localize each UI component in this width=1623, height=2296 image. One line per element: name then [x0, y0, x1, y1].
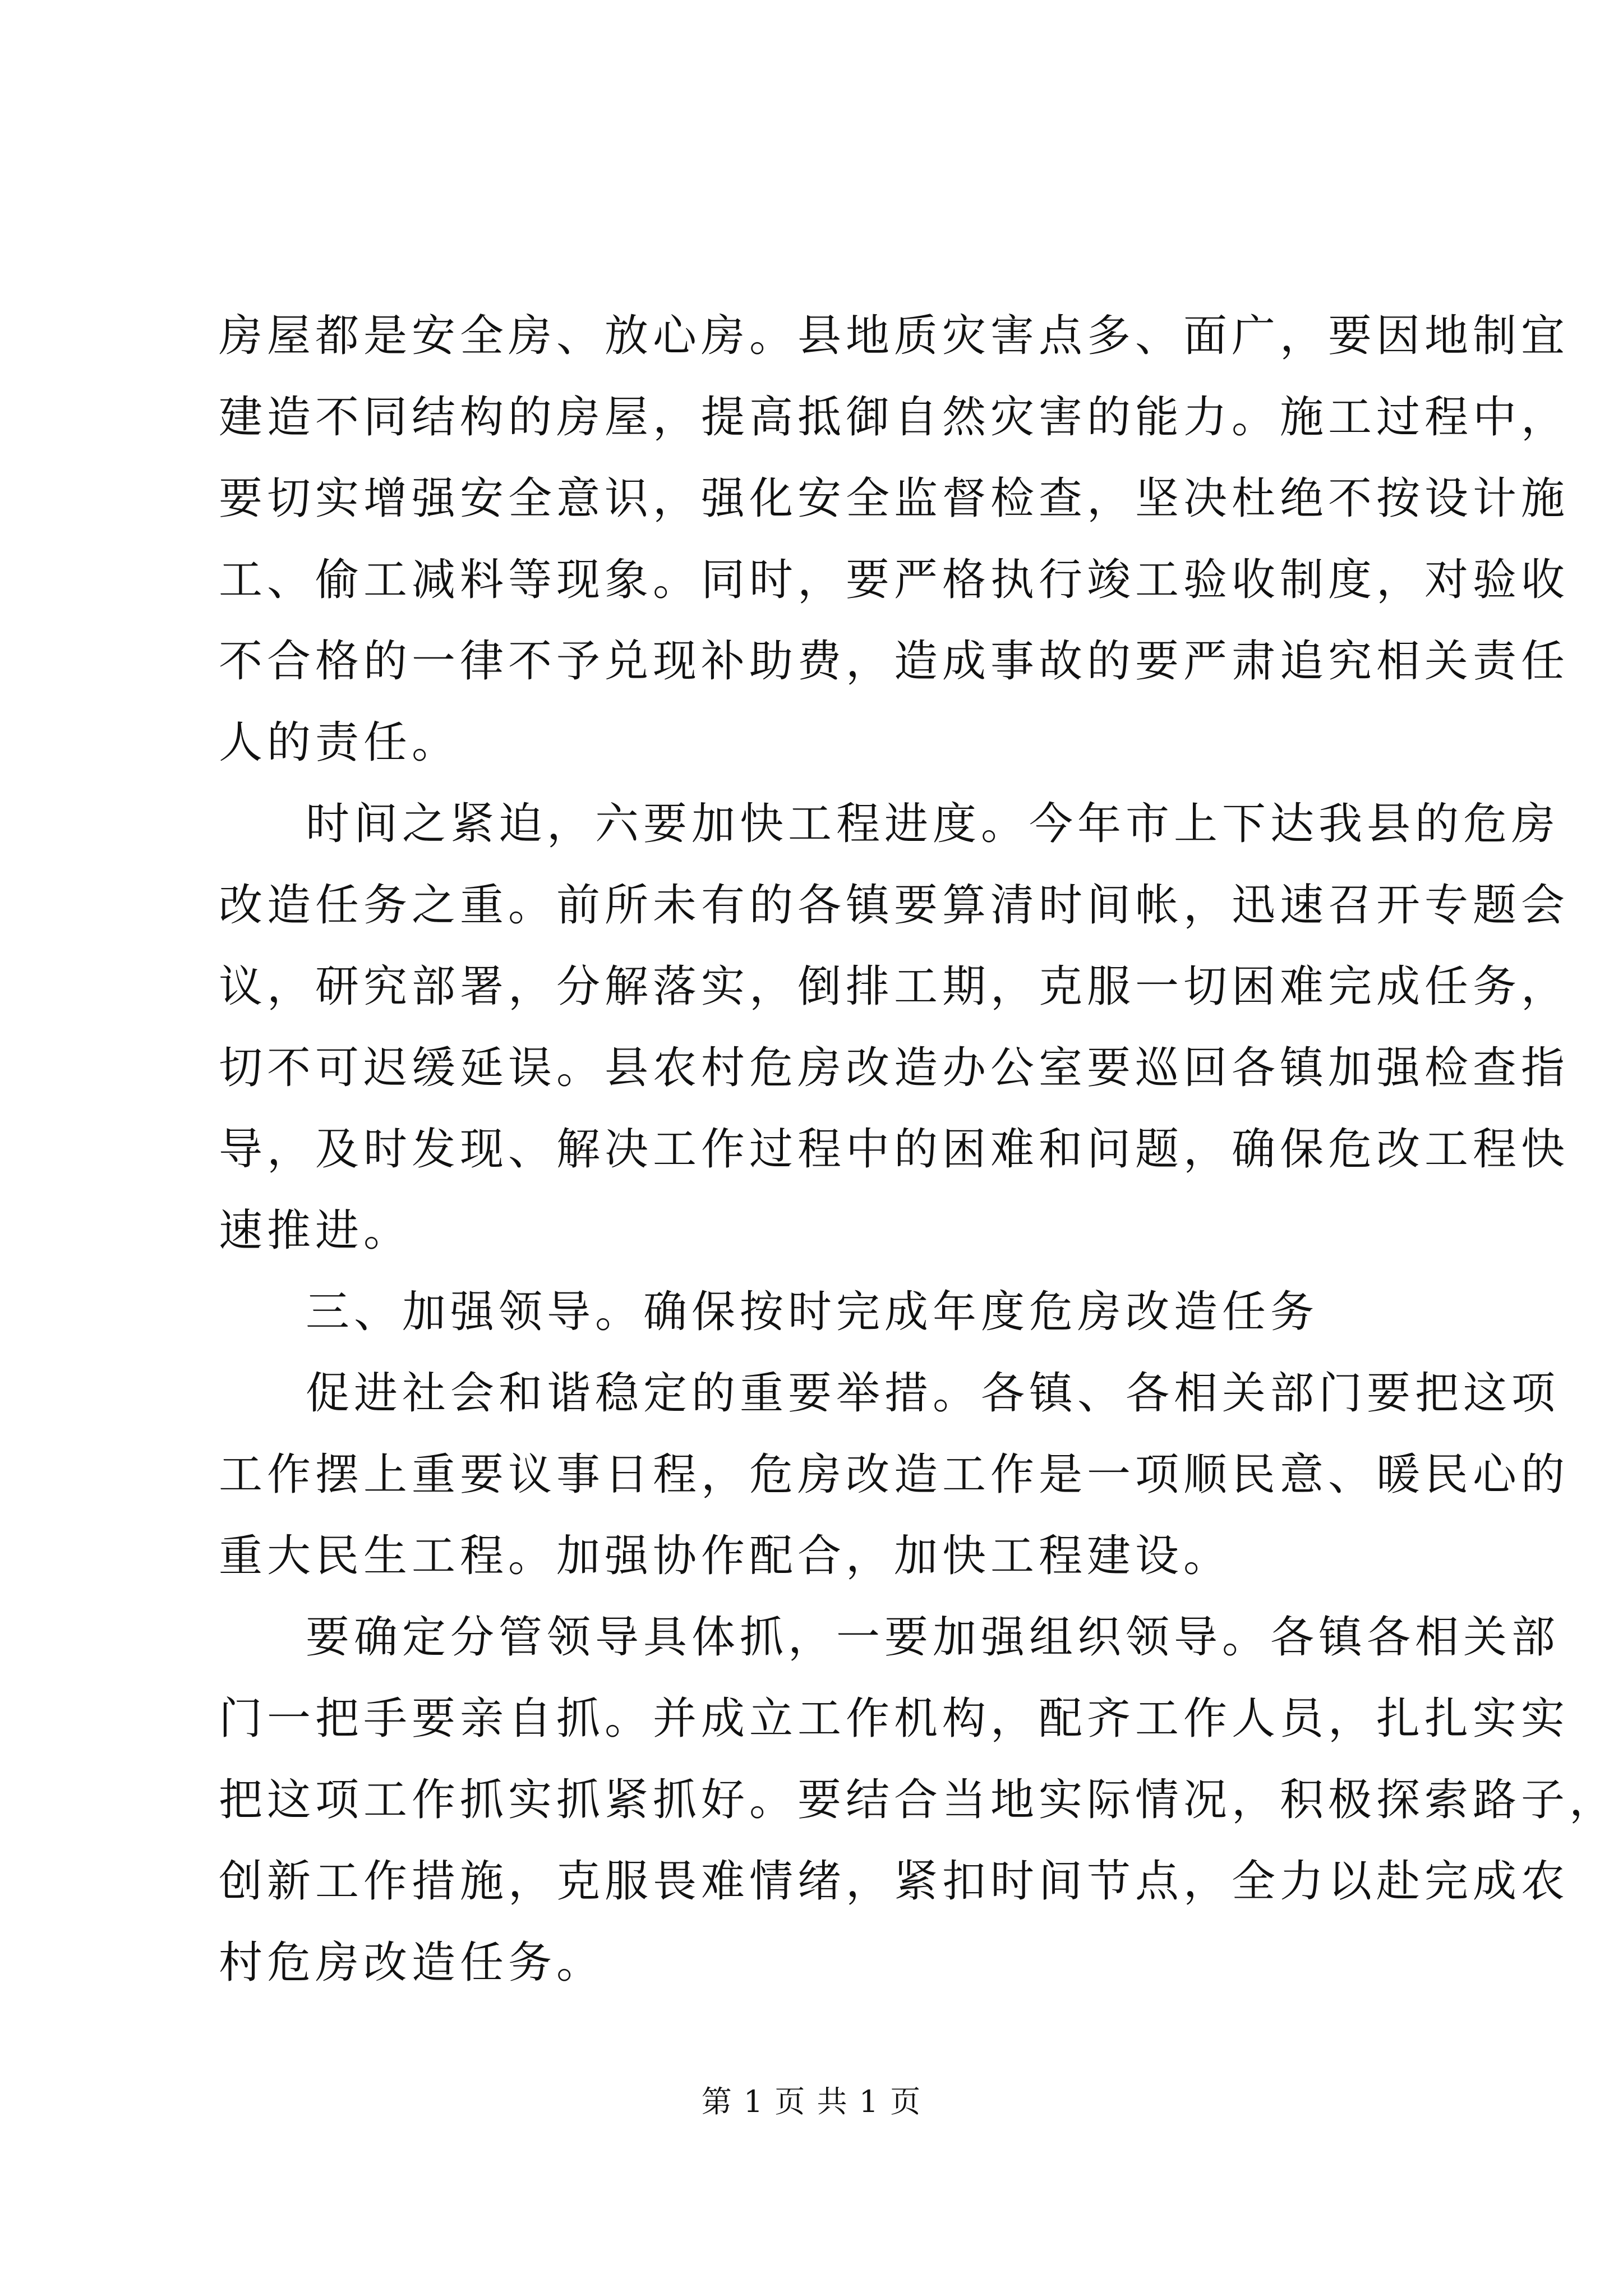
- text-line: 工、偷工减料等现象。同时，要严格执行竣工验收制度，对验收: [219, 555, 1570, 605]
- text-line: 速推进。: [219, 1205, 412, 1256]
- text-line: 促进社会和谐稳定的重要举措。各镇、各相关部门要把这项: [306, 1368, 1560, 1419]
- text-line: 创新工作措施，克服畏难情绪，紧扣时间节点，全力以赴完成农: [219, 1856, 1570, 1907]
- text-line: 导，及时发现、解决工作过程中的困难和问题，确保危改工程快: [219, 1124, 1570, 1175]
- text-line: 切不可迟缓延误。县农村危房改造办公室要巡回各镇加强检查指: [219, 1043, 1570, 1093]
- text-line: 工作摆上重要议事日程，危房改造工作是一项顺民意、暖民心的: [219, 1450, 1570, 1500]
- text-line: 议，研究部署，分解落实，倒排工期，克服一切困难完成任务，: [219, 961, 1570, 1012]
- text-line: 要切实增强安全意识，强化安全监督检查，坚决杜绝不按设计施: [219, 473, 1570, 524]
- page-footer: 第 1 页 共 1 页: [701, 2084, 922, 2119]
- text-line: 门一把手要亲自抓。并成立工作机构，配齐工作人员，扎扎实实: [219, 1694, 1570, 1744]
- text-line: 人的责任。: [219, 717, 460, 768]
- text-line: 时间之紧迫，六要加快工程进度。今年市上下达我县的危房: [306, 799, 1560, 849]
- text-line: 不合格的一律不予兑现补助费，造成事故的要严肃追究相关责任: [219, 636, 1570, 687]
- text-line: 改造任务之重。前所未有的各镇要算清时间帐，迅速召开专题会: [219, 880, 1570, 931]
- text-line: 村危房改造任务。: [219, 1938, 605, 1988]
- section-heading: 三、加强领导。确保按时完成年度危房改造任务: [306, 1287, 1319, 1337]
- text-line: 重大民生工程。加强协作配合，加快工程建设。: [219, 1531, 1232, 1581]
- text-line: 要确定分管领导具体抓，一要加强组织领导。各镇各相关部: [306, 1612, 1560, 1663]
- text-line: 建造不同结构的房屋，提高抵御自然灾害的能力。施工过程中，: [219, 392, 1570, 443]
- text-line: 把这项工作抓实抓紧抓好。要结合当地实际情况，积极探索路子，: [219, 1775, 1618, 1825]
- text-line: 房屋都是安全房、放心房。县地质灾害点多、面广，要因地制宜: [219, 311, 1570, 361]
